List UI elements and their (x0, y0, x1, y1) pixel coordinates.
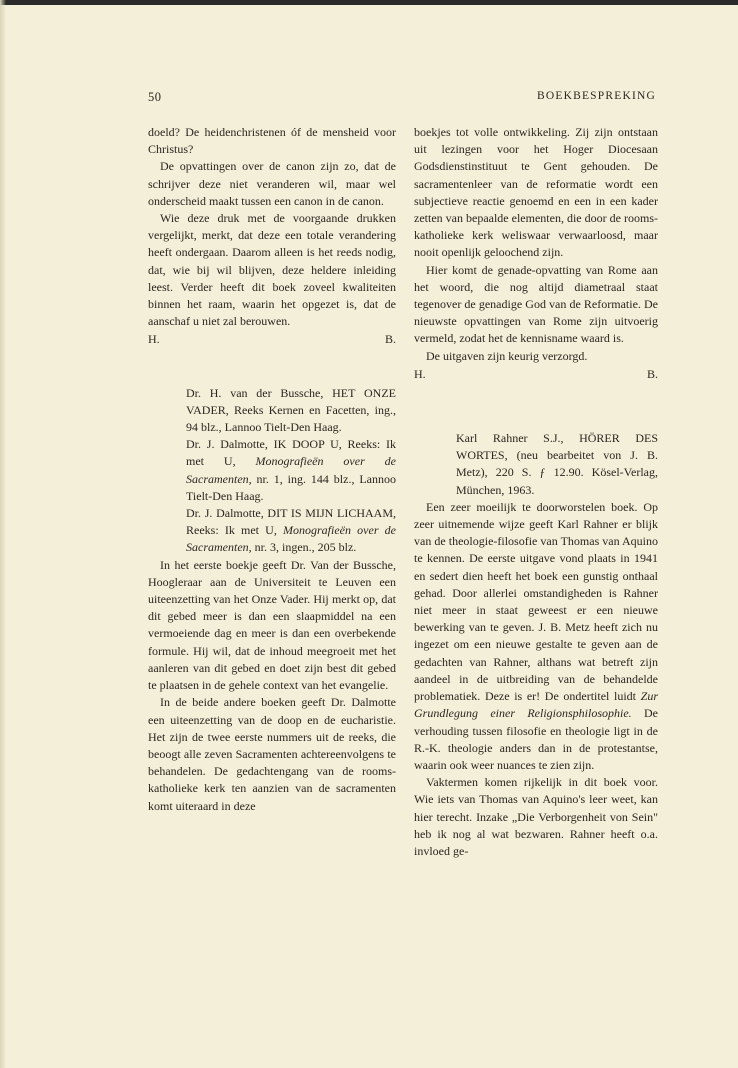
paragraph: Een zeer moeilijk te doorworstelen boek. Op zeer uitnemende wijze geeft Karl Rahner er blijk van de theologie-filosofie van Thomas van Aquino te kennen. De eerste uitgave vond plaats in 1941 en sedert dien heeft het boek een gunstig onthaal gehad. Door allerlei omstandigheden is Rahner niet meer in staat geweest er een nieuwe bewerking van te geven. J. B. Metz heeft zich nu ingezet om een nieuwe gestalte te geven aan de gedachten van Rahner, althans wat betreft zijn aandeel in de uitbreiding van de behandelde problematiek. Deze is er! De ondertitel luidt Zur Grundlegung einer Religionsphilosophie. De verhouding tussen filosofie en theologie ligt in de R.-K. theologie anders dan in de protestantse, waarin ook weer nuances te zien zijn. (414, 499, 658, 772)
signature-right: B. (646, 366, 658, 381)
left-column (148, 124, 396, 815)
running-head: BOEKBESPREKING (536, 90, 656, 102)
signature-right: B. (384, 332, 396, 347)
bibliography-entry: Dr. H. van der Bussche, HET ONZE VADER, Reeks Kernen en Facetten, ing., 94 blz., Lannoo Tielt-Den Haag. (186, 385, 396, 435)
paragraph: doeld? De heidenchristenen óf de mensheid voor Christus? (148, 125, 396, 157)
reviewer-signature (148, 331, 396, 348)
paragraph: Wie deze druk met de voorgaande drukken vergelijkt, merkt, dat deze een totale verandering heeft ondergaan. Daarom alleen is het reeds nodig, dat, wie bij wil blijven, deze heldere inleiding leest. Verder heeft dit boek zoveel kwaliteiten binnen het raam, waarin het opgezet is, dat de aanschaf u niet zal berouwen. (148, 211, 396, 329)
paragraph: Hier komt de genade-opvatting van Rome aan het woord, die nog altijd diametraal staat tegenover de genadige God van de Reformatie. De nieuwste opvattingen van Rome zijn uitvoerig vermeld, zodat het de kennisname waard is. (414, 262, 658, 346)
reviewer-signature (414, 366, 658, 383)
paragraph: In de beide andere boeken geeft Dr. Dalmotte een uiteenzetting van de doop en de eucharistie. Het zijn de twee eerste nummers uit de reeks, die beoogt alle zeven Sacramenten achtereenvolgens te behandelen. De gedachtengang van de rooms-katholieke kerk ten aanzien van de sacramenten komt uiteraard in deze (148, 695, 396, 813)
paragraph: De uitgaven zijn keurig verzorgd. (426, 348, 588, 363)
scan-top-edge (0, 0, 738, 5)
signature-left: H. (414, 366, 426, 381)
right-column (414, 124, 658, 860)
bibliography-entry: Dr. J. Dalmotte, IK DOOP U, Reeks: Ik met U, Monografieën over de Sacramenten, nr. 1, ing. 144 blz., Lannoo Tielt-Den Haag. (186, 437, 396, 503)
paragraph: boekjes tot volle ontwikkeling. Zij zijn ontstaan uit lezingen voor het Hoger Diocesaan Godsdienstinstituut te Gent gehouden. De sacramentenleer van de reformatie wordt een subjectieve reactie genoemd en een in een kader zetten van bepaalde elementen, die door de rooms-katholieke kerk weliswaar verwaarloosd, maar nooit openlijk geloochend zijn. (414, 125, 658, 260)
bibliography-entry: Karl Rahner S.J., HÖRER DES WORTES, (neu bearbeitet von J. B. Metz), 220 S. ƒ 12.90. Kösel-Verlag, München, 1963. (456, 431, 658, 497)
scan-left-shadow (0, 0, 6, 1068)
paragraph: In het eerste boekje geeft Dr. Van der Bussche, Hoogleraar aan de Universiteit te Leuven een uiteenzetting van het Onze Vader. Hij merkt op, dat dit gebed meer is dan een slaapmiddel na een vermoeiende dag en meer is dan een overbekende formule. Hij wil, dat de inhoud meegroeit met het aanleren van dit gebed en doet zijn best dit gebed te plaatsen in de gehele context van het evangelie. (148, 557, 396, 693)
paragraph: Vaktermen komen rijkelijk in dit boek voor. Wie iets van Thomas van Aquino's leer weet, kan hier terecht. Inzake „Die Verborgenheit von Sein" heb ik nog al wat bezwaren. Rahner heeft o.a. invloed ge- (414, 775, 658, 858)
page-number: 50 (148, 90, 162, 104)
signature-left: H. (148, 332, 160, 347)
paragraph: De opvattingen over de canon zijn zo, dat de schrijver deze niet veranderen wil, maar wel onderscheid maakt tussen een canon in de canon. (148, 159, 396, 208)
bibliography-entry: Dr. J. Dalmotte, DIT IS MIJN LICHAAM, Reeks: Ik met U, Monografieën over de Sacramenten, nr. 3, ingen., 205 blz. (186, 506, 396, 555)
